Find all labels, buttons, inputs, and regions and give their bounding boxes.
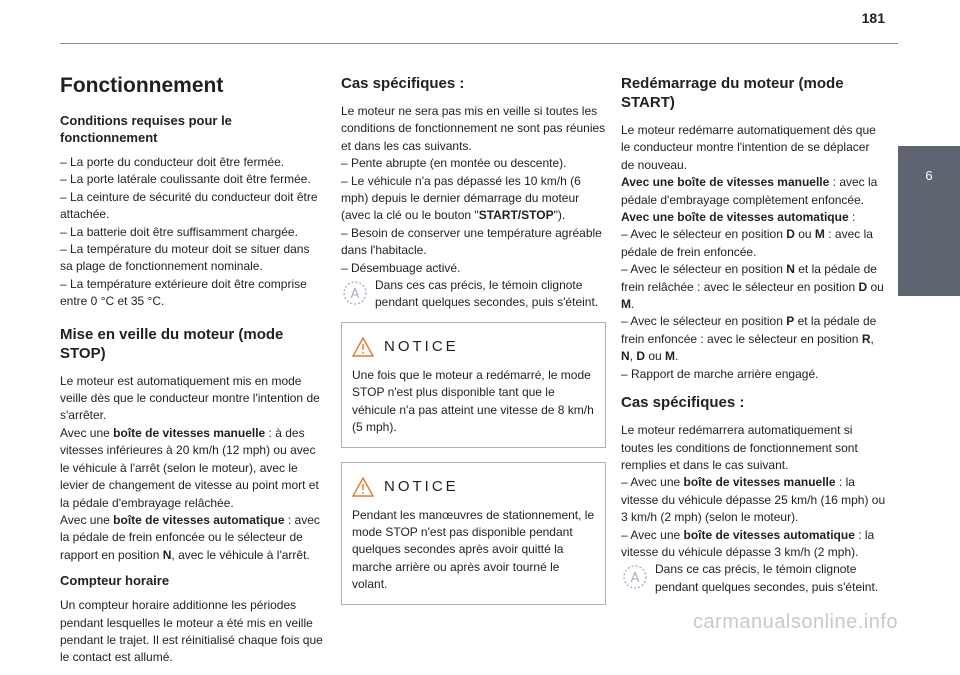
text-fragment: : avec la pédale de frein enfoncée. — [621, 227, 873, 259]
column-2 — [341, 60, 606, 605]
list-item: – La température du moteur doit se situer dans sa plage de fonctionnement nominale. — [60, 242, 310, 274]
text-fragment: – Avec le sélecteur en position — [621, 227, 787, 242]
svg-text:A: A — [350, 287, 360, 303]
info-note-icon — [341, 279, 369, 307]
section-title: Fonctionnement — [60, 74, 224, 97]
emphasis: boîte de vitesses manuelle — [113, 425, 266, 440]
notice-title: NOTICE — [384, 338, 459, 356]
emphasis: boîte de vitesses automatique — [683, 527, 855, 542]
text-fragment: , avec le véhicule à l'arrêt. — [171, 547, 310, 562]
text-fragment: : avec la pédale de frein enfoncée ou le sélecteur de rapport en position — [60, 512, 320, 562]
emphasis: N — [786, 262, 795, 277]
cases-title: Cas spécifiques : — [341, 75, 465, 92]
list-item: – Désembuage activé. — [341, 260, 461, 275]
text-fragment: – Avec le sélecteur en position — [621, 314, 787, 329]
text-fragment: ou — [645, 349, 666, 364]
notice-header — [352, 337, 595, 357]
text-fragment: – Le véhicule n'a pas dépassé les 10 km/h (6 mph) depuis le dernier démarrage du moteur (avec la clé ou le bouton " — [341, 173, 581, 223]
list-item: – Rapport de marche arrière engagé. — [621, 366, 819, 381]
list-item: – Pente abrupte (en montée ou descente). — [341, 156, 567, 171]
conditions-title: Conditions requises pour le fonctionnement — [60, 113, 232, 145]
text-fragment: et la pédale de frein relâchée : avec le sélecteur en position — [621, 262, 877, 294]
cases-intro: Le moteur redémarrera automatiquement si toutes les conditions de fonctionnement sont remplies et dans le cas suivant. — [621, 423, 858, 472]
text-fragment: – Avec le sélecteur en position — [621, 262, 787, 277]
text-fragment: : à des vitesses inférieures à 20 km/h (12 mph) ou avec le véhicule à l'arrêt (selon le moteur), avec le levier de changement de vitesse au point mort et la pédale d'embrayage relâchée. — [60, 425, 319, 510]
notice-title: NOTICE — [384, 477, 459, 495]
notice-box — [341, 322, 606, 448]
cases-intro: Le moteur ne sera pas mis en veille si toutes les conditions de fonctionnement ne sont pas réunies et dans les cas suivants. — [341, 104, 606, 153]
text-fragment: , — [870, 331, 874, 346]
column-3 — [621, 60, 886, 596]
list-item: – La batterie doit être suffisamment chargée. — [60, 224, 298, 239]
start-intro: Le moteur redémarre automatiquement dès que le conducteur montre l'intention de se déplacer de nouveau. — [621, 123, 876, 172]
info-note-text: Dans ce cas précis, le témoin clignote pendant quelques secondes, puis s'éteint. — [655, 562, 879, 594]
info-note-icon — [621, 563, 649, 591]
list-item — [341, 173, 606, 225]
text-fragment: : avec la pédale d'embrayage complètement enfoncée. — [621, 175, 878, 207]
list-item: – La porte latérale coulissante doit être fermée. — [60, 172, 311, 187]
list-item: – Besoin de conserver une température agréable dans l'habitacle. — [341, 225, 602, 258]
emphasis: D — [636, 349, 646, 364]
text-fragment: ou — [867, 279, 884, 294]
manual-paragraph — [621, 174, 886, 209]
emphasis: Avec une boîte de vitesses manuelle — [621, 175, 830, 190]
text-fragment: . — [631, 297, 635, 312]
emphasis: M — [814, 227, 825, 242]
stop-intro: Le moteur est automatiquement mis en mode veille dès que le conducteur montre l'intention de s'arrêter. — [60, 373, 320, 423]
auto-paragraph — [621, 209, 886, 226]
emphasis: R — [861, 331, 871, 346]
page-number: 181 — [861, 10, 885, 26]
emphasis: M — [665, 349, 676, 364]
emphasis: M — [621, 297, 631, 312]
list-item: – La porte du conducteur doit être fermée. — [60, 155, 285, 169]
warning-icon — [352, 337, 374, 357]
text-fragment: , — [629, 349, 637, 364]
text-fragment: "). — [553, 208, 566, 223]
cases-title: Cas spécifiques : — [621, 394, 745, 412]
start-title: Redémarrage du moteur (mode START) — [621, 75, 844, 111]
list-item: – La ceinture de sécurité du conducteur doit être attachée. — [60, 189, 318, 222]
svg-text:A: A — [630, 571, 640, 587]
text-fragment: Avec une — [60, 425, 114, 440]
list-item — [621, 226, 886, 261]
text-fragment: : — [848, 210, 856, 225]
emphasis: N — [162, 547, 172, 562]
watermark: carmanualsonline.info — [692, 611, 898, 633]
info-note — [621, 561, 886, 596]
info-note — [341, 277, 606, 312]
emphasis: D — [786, 227, 795, 242]
header-divider — [60, 43, 898, 44]
emphasis: boîte de vitesses manuelle — [683, 475, 836, 490]
notice-box — [341, 462, 606, 605]
list-item — [621, 474, 886, 526]
text-fragment: – Avec une — [621, 475, 684, 490]
list-item — [621, 527, 886, 562]
text-fragment: : la vitesse du véhicule dépasse 3 km/h (2 mph). — [621, 527, 875, 559]
notice-text: Pendant les manœuvres de stationnement, le mode STOP n'est pas disponible pendant quelques secondes après avoir quitté la marche arrière ou après avoir tourné le volant. — [352, 507, 595, 592]
stop-title: Mise en veille du moteur (mode STOP) — [60, 325, 284, 362]
chapter-label: Conduite — [925, 200, 942, 266]
warning-icon — [352, 477, 374, 497]
notice-header — [352, 477, 595, 497]
emphasis: Avec une boîte de vitesses automatique — [621, 210, 849, 225]
emphasis: D — [858, 279, 868, 294]
stop-paragraph — [60, 373, 325, 564]
counter-text: Un compteur horaire additionne les périodes pendant lesquelles le moteur a été mis en veille pendant le trajet. Il est réinitialisé chaque fois que le contact est allumé. — [60, 598, 323, 665]
text-fragment: – Avec une — [621, 527, 684, 542]
column-1 — [60, 60, 325, 675]
text-fragment: Avec une — [60, 512, 114, 527]
info-note-text: Dans ces cas précis, le témoin clignote pendant quelques secondes, puis s'éteint. — [375, 278, 599, 310]
list-item — [621, 261, 886, 313]
emphasis: N — [621, 349, 630, 364]
emphasis: P — [786, 314, 795, 329]
chapter-number: 6 — [925, 168, 933, 183]
text-fragment: ou — [794, 227, 815, 242]
emphasis: boîte de vitesses automatique — [113, 512, 285, 527]
text-fragment: . — [675, 349, 679, 364]
emphasis: START/STOP — [478, 208, 554, 223]
list-item — [621, 313, 886, 365]
text-fragment: et la pédale de frein enfoncée : avec le sélecteur en position — [621, 314, 877, 346]
text-fragment: : la vitesse du véhicule dépasse 25 km/h (16 mph) ou 3 km/h (2 mph) (selon le moteur). — [621, 475, 886, 525]
conditions-list — [60, 154, 325, 311]
list-item: – La température extérieure doit être comprise entre 0 °C et 35 °C. — [60, 276, 307, 309]
counter-title: Compteur horaire — [60, 573, 170, 589]
notice-text: Une fois que le moteur a redémarré, le mode STOP n'est plus disponible tant que le véhicule n'a pas atteint une vitesse de 8 km/h (5 mph). — [352, 367, 594, 435]
